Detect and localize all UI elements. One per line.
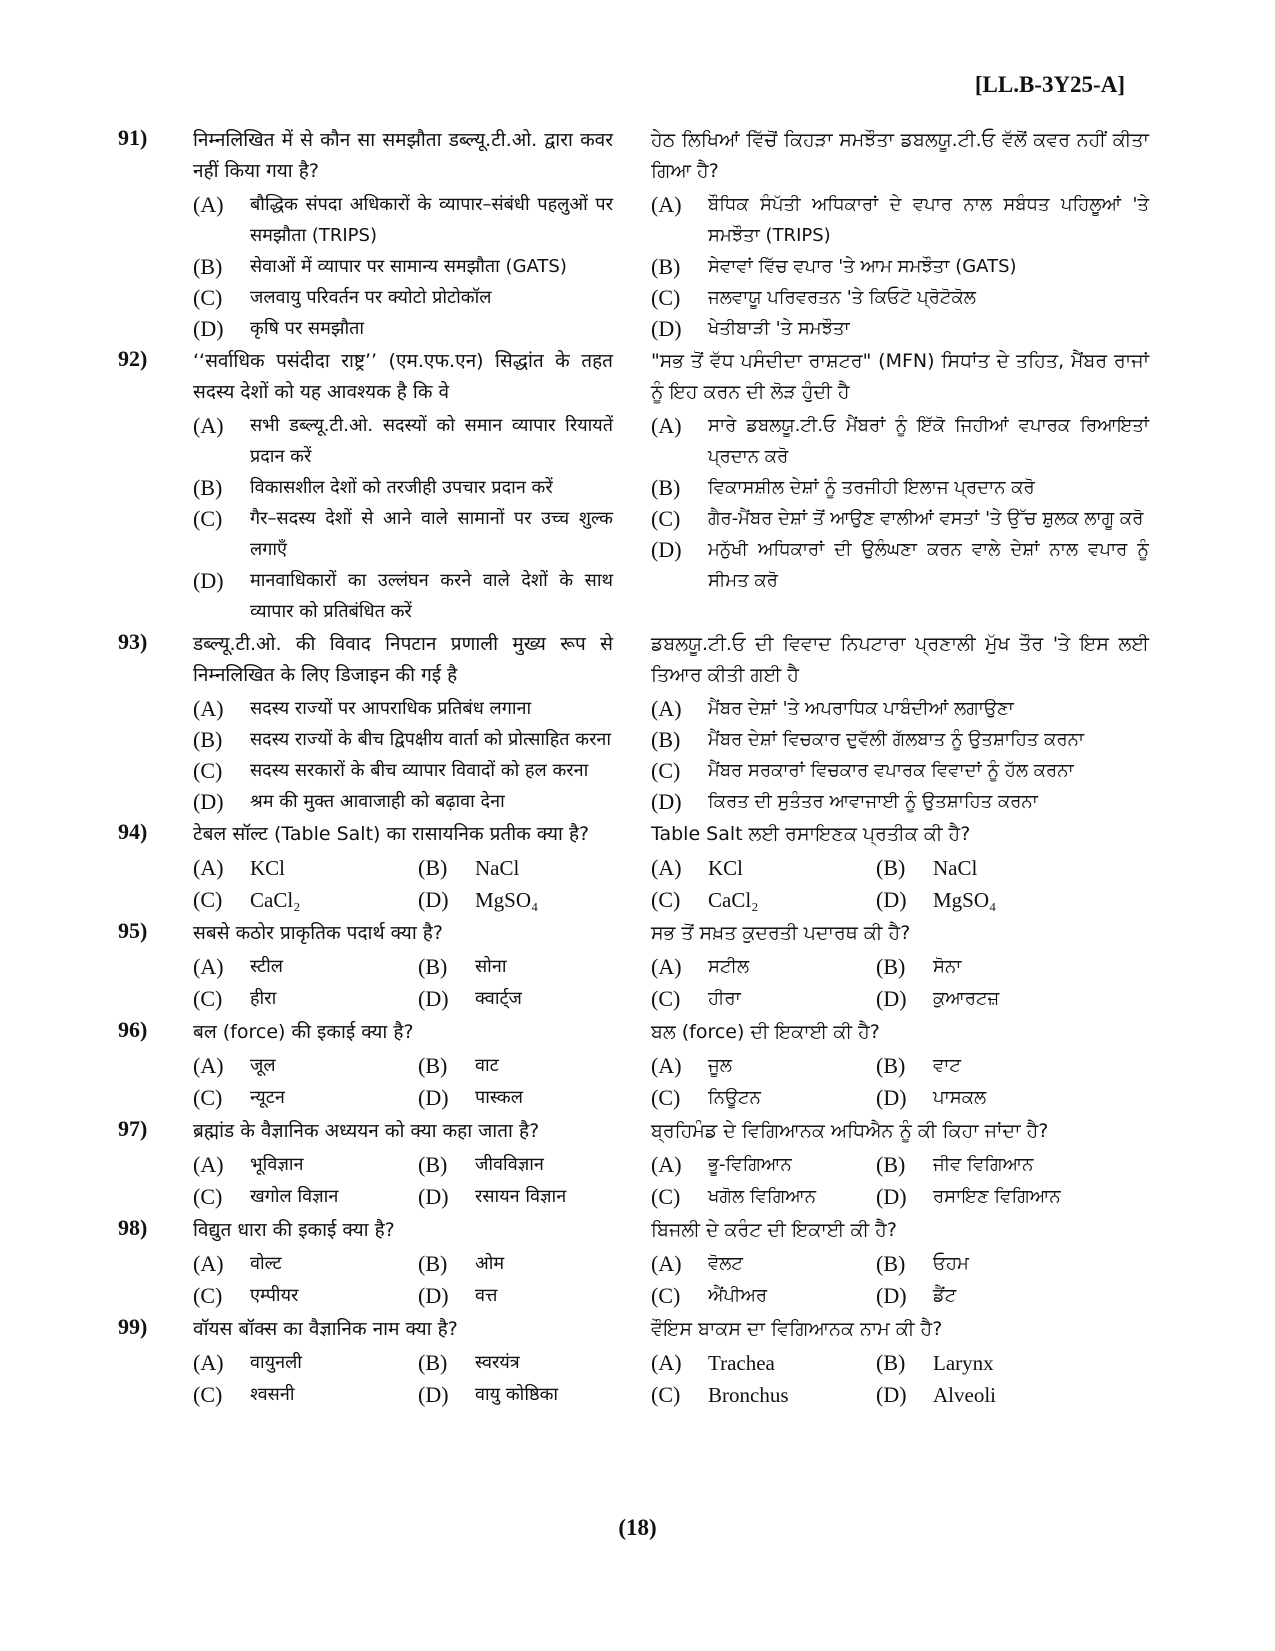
- option-text: ਖੇਤੀਬਾੜੀ 'ਤੇ ਸਮਝੌਤਾ: [708, 318, 850, 339]
- option-label: (D): [418, 1382, 449, 1407]
- punjabi-column: [651, 918, 1149, 1015]
- option-text: ਜੂਲ: [708, 1055, 732, 1076]
- question-number: 93): [118, 629, 148, 654]
- question-number: 92): [118, 346, 148, 371]
- option-label: (D): [651, 789, 682, 814]
- question-number: 98): [118, 1215, 148, 1240]
- question-block: [118, 1017, 1168, 1114]
- option: [193, 565, 613, 627]
- option-text: ਭੂ-ਵਿਗਿਆਨ: [708, 1154, 792, 1175]
- question-stem: ਬਲ (force) ਦੀ ਇਕਾਈ ਕੀ ਹੈ?: [651, 1021, 880, 1043]
- option-text: ਸੋਨਾ: [933, 956, 962, 977]
- option-text: सोना: [475, 956, 507, 977]
- punjabi-column: [651, 1017, 1149, 1114]
- option-text: वोल्ट: [250, 1253, 282, 1274]
- option-text: ओम: [475, 1253, 505, 1274]
- option-label: (B): [651, 254, 681, 279]
- question-stem: Table Salt ਲਈ ਰਸਾਇਣਕ ਪ੍ਰਤੀਕ ਕੀ ਹੈ?: [651, 823, 971, 845]
- option-text: ਸੇਵਾਵਾਂ ਵਿੱਚ ਵਪਾਰ 'ਤੇ ਆਮ ਸਮਝੌਤਾ (GATS): [708, 256, 1017, 277]
- option: [418, 983, 613, 1015]
- option: [193, 1347, 418, 1379]
- option-label: (C): [193, 1382, 223, 1407]
- option-label: (D): [418, 986, 449, 1011]
- question-stem: वॉयस बॉक्स का वैज्ञानिक नाम क्या है?: [193, 1318, 458, 1340]
- option-text: NaCl: [475, 856, 520, 880]
- option: [876, 1280, 1149, 1312]
- option-text: NaCl: [933, 856, 978, 880]
- option-label: (B): [876, 1053, 906, 1078]
- option: [651, 1181, 876, 1213]
- question-stem: ਬਿਜਲੀ ਦੇ ਕਰੰਟ ਦੀ ਇਕਾਈ ਕੀ ਹੈ?: [651, 1219, 897, 1241]
- option-text: ਹੀਰਾ: [708, 988, 741, 1009]
- option-label: (B): [418, 1251, 448, 1276]
- option: [193, 693, 613, 724]
- paper-code: [LL.B-3Y25-A]: [974, 72, 1125, 97]
- option-label: (C): [651, 285, 681, 310]
- hindi-column: [118, 1017, 613, 1114]
- option-text: क्वार्ट्ज: [475, 988, 522, 1009]
- option-label: (C): [193, 758, 223, 783]
- question-number: 95): [118, 918, 148, 943]
- option-label: (A): [651, 1152, 682, 1177]
- question-number: 99): [118, 1314, 148, 1339]
- option-label: (C): [651, 1085, 681, 1110]
- option: [651, 1248, 876, 1280]
- option-label: (B): [193, 727, 223, 752]
- option-label: (D): [418, 1184, 449, 1209]
- options: [651, 1347, 1149, 1411]
- hindi-column: [118, 918, 613, 1015]
- option-label: (A): [651, 1053, 682, 1078]
- option: [193, 1181, 418, 1213]
- option: [193, 313, 613, 344]
- option-label: (A): [193, 413, 224, 438]
- option: [651, 189, 1149, 251]
- option-text: ਮਨੁੱਖੀ ਅਧਿਕਾਰਾਂ ਦੀ ਉਲੰਘਣਾ ਕਰਨ ਵਾਲੇ ਦੇਸ਼ਾਂ ਨਾਲ ਵਪਾਰ ਨੂੰ ਸੀਮਤ ਕਰੋ: [708, 539, 1149, 591]
- option-label: (A): [193, 1251, 224, 1276]
- option-text: ਡੈਂਟ: [933, 1285, 957, 1306]
- question-stem: ਸਭ ਤੋਂ ਸਖ਼ਤ ਕੁਦਰਤੀ ਪਦਾਰਥ ਕੀ ਹੈ?: [651, 922, 911, 944]
- option-label: (B): [193, 254, 223, 279]
- option: [193, 1149, 418, 1181]
- option-text: एम्पीयर: [250, 1285, 299, 1306]
- question-stem: ਡਬਲਯੂ.ਟੀ.ਓ ਦੀ ਵਿਵਾਦ ਨਿਪਟਾਰਾ ਪ੍ਰਣਾਲੀ ਮੁੱਖ ਤੌਰ 'ਤੇ ਇਸ ਲਈ ਤਿਆਰ ਕੀਤੀ ਗਈ ਹੈ: [651, 633, 1149, 686]
- option-text: CaCl₂: [708, 888, 759, 912]
- option-label: (B): [418, 855, 448, 880]
- question-block: [118, 629, 1168, 817]
- option: [193, 189, 613, 251]
- option-text: ਐਂਪੀਅਰ: [708, 1285, 768, 1306]
- page-number: (18): [618, 1515, 657, 1540]
- option-text: MgSO₄: [933, 888, 997, 912]
- option-label: (A): [651, 855, 682, 880]
- option: [876, 951, 1149, 983]
- option-text: स्टील: [250, 956, 283, 977]
- option-label: (D): [651, 316, 682, 341]
- option-label: (D): [876, 1283, 907, 1308]
- option: [876, 1379, 1149, 1411]
- option-label: (D): [876, 1382, 907, 1407]
- option-text: श्रम की मुक्त आवाजाही को बढ़ावा देना: [250, 791, 505, 812]
- option-label: (D): [876, 1085, 907, 1110]
- option-text: वाट: [475, 1055, 499, 1076]
- option-label: (B): [418, 1350, 448, 1375]
- option-text: ਮੈਂਬਰ ਦੇਸ਼ਾਂ ਵਿਚਕਾਰ ਦੁਵੱਲੀ ਗੱਲਬਾਤ ਨੂੰ ਉਤਸ਼ਾਹਿਤ ਕਰਨਾ: [708, 729, 1085, 750]
- option-label: (B): [651, 475, 681, 500]
- option: [651, 724, 1149, 755]
- option-text: CaCl₂: [250, 888, 301, 912]
- option-text: ਗੈਰ-ਮੈਂਬਰ ਦੇਸ਼ਾਂ ਤੋਂ ਆਉਣ ਵਾਲੀਆਂ ਵਸਤਾਂ 'ਤੇ ਉੱਚ ਸ਼ੁਲਕ ਲਾਗੂ ਕਰੋ: [708, 508, 1144, 529]
- hindi-column: [118, 629, 613, 817]
- option-label: (B): [418, 954, 448, 979]
- option-label: (B): [876, 1251, 906, 1276]
- option: [651, 251, 1149, 282]
- option-text: सेवाओं में व्यापार पर सामान्य समझौता (GATS): [250, 256, 567, 277]
- options: [193, 189, 613, 344]
- option-label: (A): [193, 1350, 224, 1375]
- option-text: ਵੋਲਟ: [708, 1253, 743, 1274]
- option-label: (C): [193, 285, 223, 310]
- option-text: भूविज्ञान: [250, 1154, 304, 1175]
- option-label: (C): [651, 986, 681, 1011]
- option: [193, 983, 418, 1015]
- option-text: हीरा: [250, 988, 277, 1009]
- question-block: [118, 1116, 1168, 1213]
- option-text: Trachea: [708, 1351, 775, 1375]
- options: [193, 951, 613, 1015]
- option-text: वायु कोष्ठिका: [475, 1384, 559, 1405]
- options: [651, 1050, 1149, 1114]
- options: [193, 1050, 613, 1114]
- question-stem: निम्नलिखित में से कौन सा समझौता डब्ल्यू.टी.ओ. द्वारा कवर नहीं किया गया है?: [193, 129, 613, 182]
- option-label: (C): [651, 506, 681, 531]
- option: [651, 786, 1149, 817]
- options: [651, 189, 1149, 344]
- option-text: ਜੀਵ ਵਿਗਿਆਨ: [933, 1154, 1034, 1175]
- question-stem: "ਸਭ ਤੋਂ ਵੱਧ ਪਸੰਦੀਦਾ ਰਾਸ਼ਟਰ" (MFN) ਸਿਧਾਂਤ ਦੇ ਤਹਿਤ, ਮੈਂਬਰ ਰਾਜਾਂ ਨੂੰ ਇਹ ਕਰਨ ਦੀ ਲੋੜ ਹੁੰਦੀ ਹੈ: [651, 350, 1149, 403]
- option-text: ਨਿਊਟਨ: [708, 1087, 761, 1108]
- question-number: 94): [118, 819, 148, 844]
- hindi-column: [118, 1314, 613, 1411]
- option-label: (C): [193, 1184, 223, 1209]
- option: [418, 852, 613, 884]
- option: [193, 884, 418, 916]
- question-stem: डब्ल्यू.टी.ओ. की विवाद निपटान प्रणाली मुख्य रूप से निम्नलिखित के लिए डिजाइन की गई है: [193, 633, 613, 686]
- option: [418, 1149, 613, 1181]
- question-block: [118, 125, 1168, 344]
- option: [876, 1082, 1149, 1114]
- option: [876, 1181, 1149, 1213]
- question-stem: विद्युत धारा की इकाई क्या है?: [193, 1219, 395, 1241]
- question-stem: ਬ੍ਰਹਿਮੰਡ ਦੇ ਵਿਗਿਆਨਕ ਅਧਿਐਨ ਨੂੰ ਕੀ ਕਿਹਾ ਜਾਂਦਾ ਹੈ?: [651, 1120, 1049, 1142]
- option-text: कृषि पर समझौता: [250, 318, 365, 339]
- question-stem: सबसे कठोर प्राकृतिक पदार्थ क्या है?: [193, 922, 443, 944]
- options: [193, 1248, 613, 1312]
- option-label: (C): [193, 1283, 223, 1308]
- option: [876, 884, 1149, 916]
- option-label: (C): [651, 1184, 681, 1209]
- option: [193, 1082, 418, 1114]
- option: [418, 884, 613, 916]
- option-text: वत्त: [475, 1285, 498, 1306]
- option-label: (A): [193, 192, 224, 217]
- option: [651, 1050, 876, 1082]
- option-label: (B): [418, 1053, 448, 1078]
- option: [193, 1280, 418, 1312]
- option-label: (C): [193, 1085, 223, 1110]
- option-label: (A): [651, 954, 682, 979]
- option-label: (A): [651, 1251, 682, 1276]
- options: [193, 693, 613, 817]
- option-text: स्वरयंत्र: [475, 1352, 520, 1373]
- punjabi-column: [651, 1215, 1149, 1312]
- option-label: (B): [418, 1152, 448, 1177]
- option: [876, 1149, 1149, 1181]
- option-label: (D): [193, 316, 224, 341]
- hindi-column: [118, 819, 613, 916]
- option-label: (C): [193, 887, 223, 912]
- question-stem: बल (force) की इकाई क्या है?: [193, 1021, 414, 1043]
- question-block: [118, 1215, 1168, 1312]
- option: [193, 786, 613, 817]
- option-text: ਪਾਸਕਲ: [933, 1087, 987, 1108]
- option: [651, 410, 1149, 472]
- option: [418, 951, 613, 983]
- option-text: सभी डब्ल्यू.टी.ओ. सदस्यों को समान व्यापार रियायतें प्रदान करें: [250, 415, 613, 467]
- option-text: जूल: [250, 1055, 276, 1076]
- option-text: जीवविज्ञान: [475, 1154, 544, 1175]
- option-label: (B): [876, 1350, 906, 1375]
- options: [193, 410, 613, 627]
- option-label: (D): [418, 887, 449, 912]
- question-number: 91): [118, 125, 148, 150]
- option-text: ਮੈਂਬਰ ਦੇਸ਼ਾਂ 'ਤੇ ਅਪਰਾਧਿਕ ਪਾਬੰਦੀਆਂ ਲਗਾਉਣਾ: [708, 698, 1014, 719]
- punjabi-column: [651, 125, 1149, 344]
- option-label: (C): [651, 1382, 681, 1407]
- option: [418, 1181, 613, 1213]
- options: [651, 1149, 1149, 1213]
- option-label: (C): [651, 1283, 681, 1308]
- option-text: बौद्धिक संपदा अधिकारों के व्यापार–संबंधी पहलुओं पर समझौता (TRIPS): [250, 194, 613, 246]
- option-text: KCl: [250, 856, 286, 880]
- option: [651, 755, 1149, 786]
- option-label: (D): [876, 887, 907, 912]
- option: [651, 1379, 876, 1411]
- option: [193, 251, 613, 282]
- options: [651, 693, 1149, 817]
- option: [876, 983, 1149, 1015]
- option: [651, 852, 876, 884]
- option: [193, 282, 613, 313]
- option-text: ਬੌਧਿਕ ਸੰਪੱਤੀ ਅਧਿਕਾਰਾਂ ਦੇ ਵਪਾਰ ਨਾਲ ਸਬੰਧਤ ਪਹਿਲੂਆਂ 'ਤੇ ਸਮਝੌਤਾ (TRIPS): [708, 194, 1149, 246]
- options: [651, 1248, 1149, 1312]
- option: [193, 1248, 418, 1280]
- hindi-column: [118, 1116, 613, 1213]
- options: [193, 852, 613, 916]
- options: [651, 951, 1149, 1015]
- option-text: जलवायु परिवर्तन पर क्योटो प्रोटोकॉल: [250, 287, 492, 308]
- option-text: ਖਗੋਲ ਵਿਗਿਆਨ: [708, 1186, 817, 1207]
- option: [418, 1050, 613, 1082]
- option: [651, 884, 876, 916]
- option-text: Larynx: [933, 1351, 994, 1375]
- option-text: सदस्य राज्यों पर आपराधिक प्रतिबंध लगाना: [250, 698, 532, 719]
- option-text: मानवाधिकारों का उल्लंघन करने वाले देशों के साथ व्यापार को प्रतिबंधित करें: [250, 570, 613, 622]
- option-label: (B): [651, 727, 681, 752]
- option-label: (B): [193, 475, 223, 500]
- option-label: (C): [193, 506, 223, 531]
- options: [651, 410, 1149, 596]
- question-block: [118, 346, 1168, 627]
- option-text: न्यूटन: [250, 1087, 285, 1108]
- option: [651, 282, 1149, 313]
- option-label: (B): [876, 855, 906, 880]
- question-number: 97): [118, 1116, 148, 1141]
- option-text: KCl: [708, 856, 744, 880]
- option: [193, 951, 418, 983]
- option-text: ਕੁਆਰਟਜ਼: [933, 988, 1000, 1009]
- option-label: (A): [651, 1350, 682, 1375]
- option-text: Alveoli: [933, 1383, 996, 1407]
- option: [418, 1379, 613, 1411]
- options: [193, 1149, 613, 1213]
- hindi-column: [118, 1215, 613, 1312]
- option: [193, 410, 613, 472]
- question-block: [118, 819, 1168, 916]
- option-text: ਮੈਂਬਰ ਸਰਕਾਰਾਂ ਵਿਚਕਾਰ ਵਪਾਰਕ ਵਿਵਾਦਾਂ ਨੂੰ ਹੱਲ ਕਰਨਾ: [708, 760, 1074, 781]
- options: [193, 1347, 613, 1411]
- option-label: (A): [651, 696, 682, 721]
- option: [651, 1280, 876, 1312]
- option-text: ਰਸਾਇਣ ਵਿਗਿਆਨ: [933, 1186, 1061, 1207]
- option-label: (A): [193, 696, 224, 721]
- option: [651, 693, 1149, 724]
- option-text: सदस्य राज्यों के बीच द्विपक्षीय वार्ता को प्रोत्साहित करना: [250, 729, 612, 750]
- option: [418, 1280, 613, 1312]
- option: [651, 1347, 876, 1379]
- option-label: (C): [651, 887, 681, 912]
- option-text: विकासशील देशों को तरजीही उपचार प्रदान करें: [250, 477, 553, 498]
- punjabi-column: [651, 1314, 1149, 1411]
- option-label: (D): [193, 568, 224, 593]
- option-label: (C): [651, 758, 681, 783]
- option: [193, 1050, 418, 1082]
- option-label: (A): [193, 855, 224, 880]
- option: [651, 1082, 876, 1114]
- option: [651, 951, 876, 983]
- option-text: Bronchus: [708, 1383, 789, 1407]
- option-text: MgSO₄: [475, 888, 539, 912]
- option-text: वायुनली: [250, 1352, 302, 1373]
- question-block: [118, 918, 1168, 1015]
- option: [193, 852, 418, 884]
- question-stem: टेबल सॉल्ट (Table Salt) का रासायनिक प्रतीक क्या है?: [193, 823, 590, 845]
- option: [418, 1082, 613, 1114]
- option-label: (A): [651, 192, 682, 217]
- option-text: रसायन विज्ञान: [475, 1186, 567, 1207]
- option: [193, 755, 613, 786]
- option-text: ਕਿਰਤ ਦੀ ਸੁਤੰਤਰ ਆਵਾਜਾਈ ਨੂੰ ਉਤਸ਼ਾਹਿਤ ਕਰਨਾ: [708, 791, 1038, 812]
- option-label: (D): [193, 789, 224, 814]
- option: [876, 1248, 1149, 1280]
- option-label: (C): [193, 986, 223, 1011]
- options: [651, 852, 1149, 916]
- option-text: सदस्य सरकारों के बीच व्यापार विवादों को हल करना: [250, 760, 589, 781]
- question-list: [118, 125, 1168, 1411]
- option-label: (A): [193, 954, 224, 979]
- option: [651, 1149, 876, 1181]
- option: [876, 1050, 1149, 1082]
- question-stem: ਹੇਠ ਲਿਖਿਆਂ ਵਿੱਚੋਂ ਕਿਹੜਾ ਸਮਝੌਤਾ ਡਬਲਯੂ.ਟੀ.ਓ ਵੱਲੋਂ ਕਵਰ ਨਹੀਂ ਕੀਤਾ ਗਿਆ ਹੈ?: [651, 129, 1149, 182]
- option-label: (D): [876, 986, 907, 1011]
- option-label: (B): [876, 1152, 906, 1177]
- option-label: (B): [876, 954, 906, 979]
- option-text: खगोल विज्ञान: [250, 1186, 339, 1207]
- hindi-column: [118, 346, 613, 627]
- option: [193, 503, 613, 565]
- question-stem: ‘‘सर्वाधिक पसंदीदा राष्ट्र’’ (एम.एफ.एन) सिद्धांत के तहत सदस्य देशों को यह आवश्यक है कि वे: [193, 350, 613, 403]
- option-label: (D): [876, 1184, 907, 1209]
- question-stem: ਵੌਇਸ ਬਾਕਸ ਦਾ ਵਿਗਿਆਨਕ ਨਾਮ ਕੀ ਹੈ?: [651, 1318, 943, 1340]
- option-text: श्वसनी: [250, 1384, 295, 1405]
- option: [193, 724, 613, 755]
- option-label: (D): [418, 1085, 449, 1110]
- hindi-column: [118, 125, 613, 344]
- option: [651, 472, 1149, 503]
- option-text: ਵਾਟ: [933, 1055, 961, 1076]
- option: [418, 1248, 613, 1280]
- punjabi-column: [651, 1116, 1149, 1213]
- option-label: (D): [651, 537, 682, 562]
- option: [418, 1347, 613, 1379]
- option-text: पास्कल: [475, 1087, 523, 1108]
- punjabi-column: [651, 629, 1149, 817]
- option-label: (A): [651, 413, 682, 438]
- option-text: ਜਲਵਾਯੂ ਪਰਿਵਰਤਨ 'ਤੇ ਕਿਓਟੋ ਪ੍ਰੋਟੋਕੋਲ: [708, 287, 976, 308]
- punjabi-column: [651, 346, 1149, 627]
- option: [651, 313, 1149, 344]
- option: [193, 472, 613, 503]
- option: [193, 1379, 418, 1411]
- option-text: ਸਾਰੇ ਡਬਲਯੂ.ਟੀ.ਓ ਮੈਂਬਰਾਂ ਨੂੰ ਇੱਕੋ ਜਿਹੀਆਂ ਵਪਾਰਕ ਰਿਆਇਤਾਂ ਪ੍ਰਦਾਨ ਕਰੋ: [708, 415, 1149, 467]
- option: [651, 983, 876, 1015]
- option: [651, 534, 1149, 596]
- option-text: ਓਹਮ: [933, 1253, 969, 1274]
- option-text: गैर–सदस्य देशों से आने वाले सामानों पर उच्च शुल्क लगाएँ: [250, 508, 613, 560]
- option: [876, 852, 1149, 884]
- option-label: (D): [418, 1283, 449, 1308]
- option-label: (A): [193, 1053, 224, 1078]
- option: [651, 503, 1149, 534]
- question-block: [118, 1314, 1168, 1411]
- option-label: (A): [193, 1152, 224, 1177]
- question-stem: ब्रह्मांड के वैज्ञानिक अध्ययन को क्या कहा जाता है?: [193, 1120, 540, 1142]
- option-text: ਸਟੀਲ: [708, 956, 750, 977]
- question-number: 96): [118, 1017, 148, 1042]
- option: [876, 1347, 1149, 1379]
- option-text: ਵਿਕਾਸਸ਼ੀਲ ਦੇਸ਼ਾਂ ਨੂੰ ਤਰਜੀਹੀ ਇਲਾਜ ਪ੍ਰਦਾਨ ਕਰੋ: [708, 477, 1035, 498]
- punjabi-column: [651, 819, 1149, 916]
